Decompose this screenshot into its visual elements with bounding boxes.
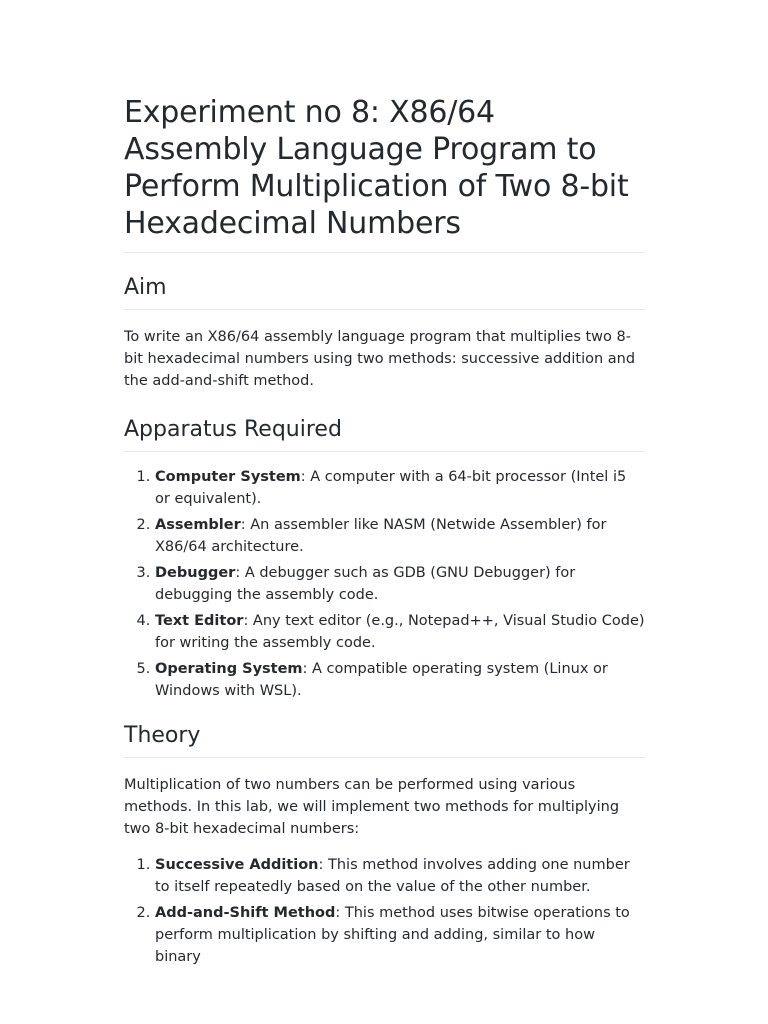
theory-list xyxy=(124,854,645,968)
apparatus-list xyxy=(124,466,645,702)
theory-item xyxy=(155,902,645,968)
theory-paragraph: Multiplication of two numbers can be performed using various methods. In this lab, we will implement two methods for multiplying two 8-bit hexadecimal numbers: xyxy=(124,777,620,837)
aim-heading: Aim xyxy=(124,274,645,310)
theory-heading: Theory xyxy=(124,722,645,758)
theory-item-desc: : This method uses bitwise operations to perform multiplication by shifting and adding, similar to how binary xyxy=(155,905,630,965)
theory-item-term: Add-and-Shift Method xyxy=(155,905,336,921)
page-title: Experiment no 8: X86/64 Assembly Language Program to Perform Multiplication of Two 8-bit Hexadecimal Numbers xyxy=(124,94,645,253)
aim-paragraph: To write an X86/64 assembly language program that multiplies two 8-bit hexadecimal numbers using two methods: successive addition and the add-and-shift method. xyxy=(124,329,636,389)
document-content xyxy=(124,94,645,972)
theory-item-term: Successive Addition xyxy=(155,857,319,873)
apparatus-item-desc: : Any text editor (e.g., Notepad++, Visual Studio Code) for writing the assembly code. xyxy=(155,613,645,651)
apparatus-item-term: Debugger xyxy=(155,565,236,581)
apparatus-item-desc: : A computer with a 64-bit processor (Intel i5 or equivalent). xyxy=(155,469,627,507)
theory-item xyxy=(155,854,645,898)
apparatus-heading: Apparatus Required xyxy=(124,416,645,452)
apparatus-item xyxy=(155,610,645,654)
apparatus-item xyxy=(155,562,645,606)
apparatus-item-term: Assembler xyxy=(155,517,241,533)
apparatus-item-term: Operating System xyxy=(155,661,303,677)
theory-item-desc: : This method involves adding one number to itself repeatedly based on the value of the other number. xyxy=(155,857,630,895)
apparatus-item xyxy=(155,514,645,558)
apparatus-item-term: Computer System xyxy=(155,469,301,485)
apparatus-item-term: Text Editor xyxy=(155,613,244,629)
apparatus-item-desc: : An assembler like NASM (Netwide Assembler) for X86/64 architecture. xyxy=(155,517,607,555)
apparatus-item-desc: : A debugger such as GDB (GNU Debugger) for debugging the assembly code. xyxy=(155,565,576,603)
apparatus-item-desc: : A compatible operating system (Linux or Windows with WSL). xyxy=(155,661,608,699)
apparatus-item xyxy=(155,466,645,510)
apparatus-item xyxy=(155,658,645,702)
